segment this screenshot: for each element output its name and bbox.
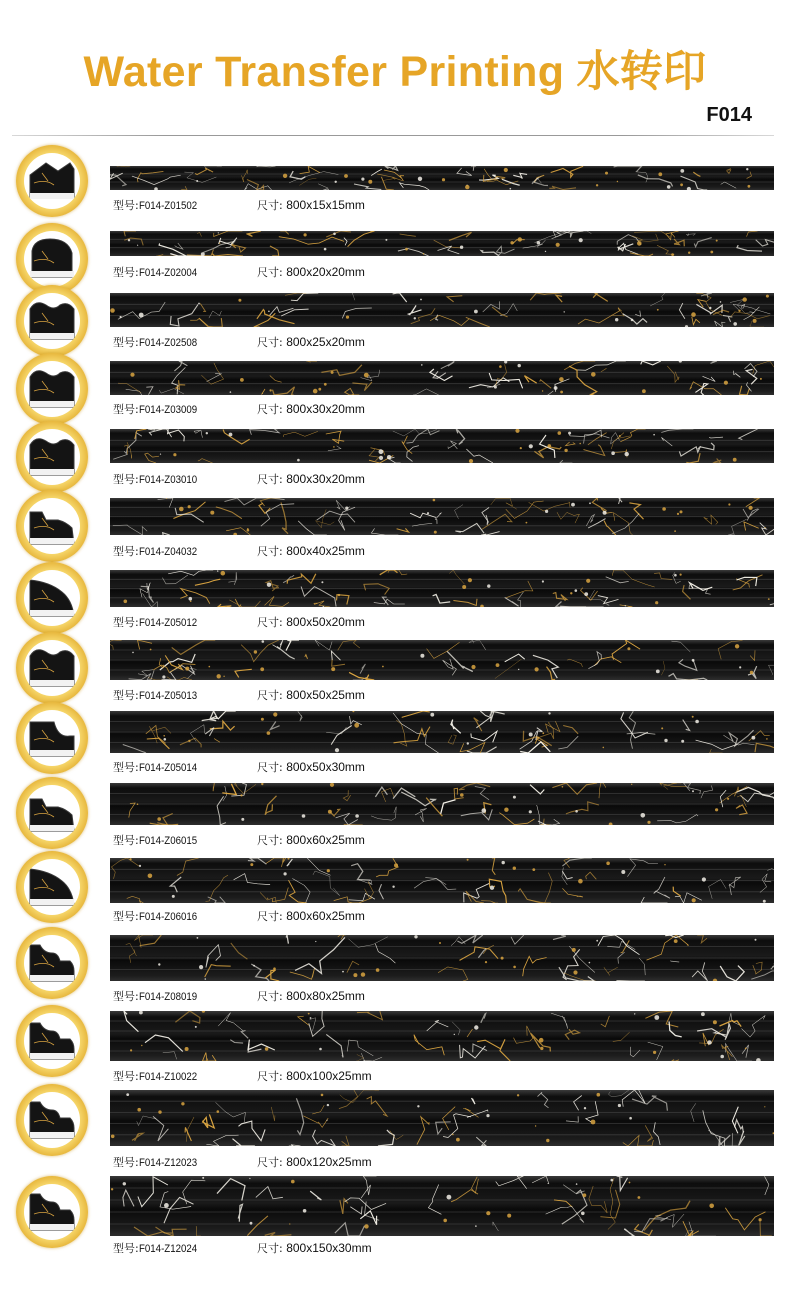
molding-strip-image: [110, 429, 774, 463]
size-value: 800x60x25mm: [286, 833, 365, 847]
product-size: [257, 543, 365, 559]
model-prefix: 型号:: [113, 910, 139, 923]
size-prefix: 尺寸:: [257, 545, 287, 558]
size-prefix: 尺寸:: [257, 473, 287, 486]
profile-badge: [16, 632, 88, 704]
product-size: [257, 1240, 372, 1256]
size-value: 800x100x25mm: [286, 1069, 372, 1083]
size-prefix: 尺寸:: [257, 1242, 287, 1255]
size-value: 800x120x25mm: [286, 1155, 372, 1169]
model-prefix: 型号:: [113, 336, 139, 349]
size-value: 800x50x25mm: [286, 688, 365, 702]
model-number: F014-Z12024: [138, 1243, 197, 1255]
molding-strip-image: [110, 166, 774, 190]
step-profile-icon: [24, 498, 80, 554]
model-prefix: 型号:: [113, 473, 139, 486]
page-title: Water Transfer Printing 水转印: [83, 48, 707, 96]
model-prefix: 型号:: [113, 199, 139, 212]
product-size: [257, 264, 365, 280]
molding-strip-image: [110, 640, 774, 680]
ogee-profile-icon: [24, 429, 80, 485]
product-spec: [113, 401, 365, 417]
model-number: F014-Z06015: [138, 835, 197, 847]
cove-profile-icon: [24, 710, 80, 766]
product-size: [257, 832, 365, 848]
model-number: F014-Z06016: [138, 911, 197, 923]
product-spec: [113, 908, 365, 924]
model-number: F014-Z02004: [138, 267, 197, 279]
size-prefix: 尺寸:: [257, 403, 287, 416]
product-size: [257, 687, 365, 703]
size-value: 800x50x20mm: [286, 615, 365, 629]
ogee-profile-icon: [24, 361, 80, 417]
size-prefix: 尺寸:: [257, 689, 287, 702]
profile-badge: [16, 285, 88, 357]
model-number: F014-Z03009: [138, 404, 197, 416]
crown-profile-icon: [24, 1092, 80, 1148]
ogee-profile-icon: [24, 640, 80, 696]
product-spec: [113, 264, 365, 280]
size-prefix: 尺寸:: [257, 990, 287, 1003]
size-value: 800x150x30mm: [286, 1241, 372, 1255]
curve-profile-icon: [24, 570, 80, 626]
product-spec: [113, 1068, 372, 1084]
corner-profile-icon: [24, 153, 80, 209]
model-prefix: 型号:: [113, 1242, 139, 1255]
size-prefix: 尺寸:: [257, 199, 287, 212]
round-profile-icon: [24, 231, 80, 287]
model-number: F014-Z10022: [138, 1071, 197, 1083]
molding-strip-image: [110, 1011, 774, 1061]
model-prefix: 型号:: [113, 545, 139, 558]
model-number: F014-Z05012: [138, 617, 197, 629]
size-value: 800x20x20mm: [286, 265, 365, 279]
product-size: [257, 401, 365, 417]
model-prefix: 型号:: [113, 834, 139, 847]
molding-strip-image: [110, 935, 774, 981]
model-number: F014-Z05013: [138, 690, 197, 702]
size-value: 800x40x25mm: [286, 544, 365, 558]
product-spec: [113, 614, 365, 630]
product-spec: [113, 687, 365, 703]
size-prefix: 尺寸:: [257, 336, 287, 349]
profile-badge: [16, 777, 88, 849]
molding-strip-image: [110, 361, 774, 395]
product-spec: [113, 1154, 372, 1170]
profile-badge: [16, 1176, 88, 1248]
profile-badge: [16, 1005, 88, 1077]
size-value: 800x60x25mm: [286, 909, 365, 923]
profile-badge: [16, 851, 88, 923]
product-size: [257, 614, 365, 630]
model-prefix: 型号:: [113, 616, 139, 629]
molding-strip-image: [110, 783, 774, 825]
product-size: [257, 908, 365, 924]
model-prefix: 型号:: [113, 990, 139, 1003]
profile-badge: [16, 562, 88, 634]
profile-badge: [16, 145, 88, 217]
product-spec: [113, 197, 365, 213]
model-number: F014-Z03010: [138, 474, 197, 486]
size-value: 800x80x25mm: [286, 989, 365, 1003]
model-number: F014-Z02508: [138, 337, 197, 349]
profile-badge: [16, 1084, 88, 1156]
step-profile-icon: [24, 785, 80, 841]
size-prefix: 尺寸:: [257, 616, 287, 629]
size-value: 800x25x20mm: [286, 335, 365, 349]
size-prefix: 尺寸:: [257, 1156, 287, 1169]
product-spec: [113, 471, 365, 487]
size-prefix: 尺寸:: [257, 1070, 287, 1083]
molding-strip-image: [110, 711, 774, 753]
model-number: F014-Z04032: [138, 546, 197, 558]
size-value: 800x30x20mm: [286, 472, 365, 486]
header-divider: [12, 135, 774, 136]
series-code: F014: [706, 104, 752, 126]
product-spec: [113, 543, 365, 559]
product-spec: [113, 1240, 372, 1256]
model-number: F014-Z12023: [138, 1157, 197, 1169]
size-prefix: 尺寸:: [257, 910, 287, 923]
model-prefix: 型号:: [113, 1156, 139, 1169]
size-prefix: 尺寸:: [257, 266, 287, 279]
profile-badge: [16, 927, 88, 999]
model-prefix: 型号:: [113, 403, 139, 416]
crown-profile-icon: [24, 935, 80, 991]
model-prefix: 型号:: [113, 1070, 139, 1083]
molding-strip-image: [110, 1176, 774, 1236]
model-prefix: 型号:: [113, 266, 139, 279]
product-size: [257, 1068, 372, 1084]
size-value: 800x30x20mm: [286, 402, 365, 416]
product-size: [257, 471, 365, 487]
crown-profile-icon: [24, 1013, 80, 1069]
model-prefix: 型号:: [113, 761, 139, 774]
product-size: [257, 759, 365, 775]
molding-strip-image: [110, 1090, 774, 1146]
size-prefix: 尺寸:: [257, 761, 287, 774]
product-spec: [113, 334, 365, 350]
size-value: 800x15x15mm: [286, 198, 365, 212]
model-number: F014-Z08019: [138, 991, 197, 1003]
model-number: F014-Z05014: [138, 762, 197, 774]
product-spec: [113, 988, 365, 1004]
curve-profile-icon: [24, 859, 80, 915]
profile-badge: [16, 353, 88, 425]
product-size: [257, 1154, 372, 1170]
profile-badge: [16, 490, 88, 562]
molding-strip-image: [110, 858, 774, 903]
size-value: 800x50x30mm: [286, 760, 365, 774]
molding-strip-image: [110, 570, 774, 607]
crown-profile-icon: [24, 1184, 80, 1240]
molding-strip-image: [110, 231, 774, 256]
model-number: F014-Z01502: [138, 200, 197, 212]
profile-badge: [16, 702, 88, 774]
molding-strip-image: [110, 498, 774, 535]
model-prefix: 型号:: [113, 689, 139, 702]
product-size: [257, 988, 365, 1004]
product-size: [257, 197, 365, 213]
product-spec: [113, 759, 365, 775]
profile-badge: [16, 421, 88, 493]
product-spec: [113, 832, 365, 848]
product-size: [257, 334, 365, 350]
molding-strip-image: [110, 293, 774, 327]
ogee-profile-icon: [24, 293, 80, 349]
size-prefix: 尺寸:: [257, 834, 287, 847]
